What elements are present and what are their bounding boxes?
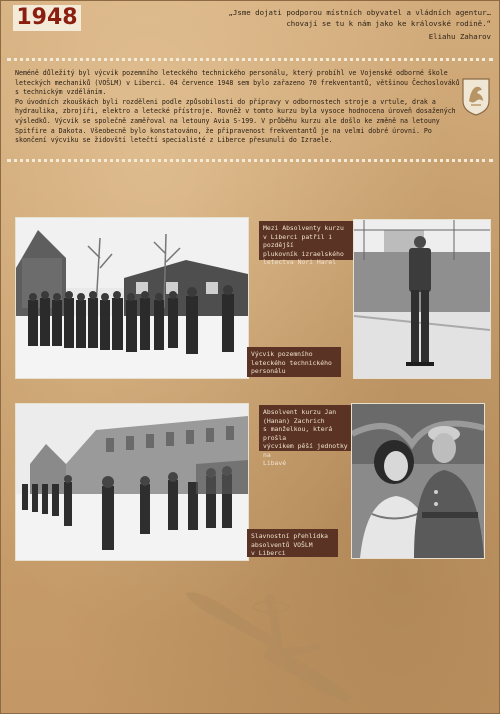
caption-line: Slavnostní přehlídka bbox=[251, 532, 328, 540]
caption-line: absolventů VOŠLM bbox=[251, 540, 313, 549]
divider-top bbox=[7, 58, 493, 61]
year-label: 1948 bbox=[13, 5, 81, 31]
caption-line: v Liberci bbox=[251, 549, 286, 557]
airplane-icon bbox=[179, 587, 357, 705]
quote-author: Eliahu Zaharov bbox=[428, 32, 491, 41]
quote-line: „Jsme dojati podporou místních obyvatel a vládních agentur… bbox=[228, 8, 491, 17]
caption-line: v Liberci patřil i pozdější bbox=[263, 232, 333, 249]
caption-couple bbox=[259, 405, 352, 467]
caption-line: Libavé bbox=[263, 459, 287, 467]
caption-line: Absolvent kurzu Jan bbox=[263, 408, 337, 416]
quote-line: chovají se tu k nám jako ke královské rodině.“ bbox=[286, 19, 491, 28]
photo-group-snow bbox=[15, 217, 249, 379]
caption-officer bbox=[259, 221, 354, 266]
photo-parade bbox=[15, 403, 249, 561]
divider-bottom bbox=[7, 159, 493, 162]
caption-training bbox=[247, 347, 341, 377]
caption-line: personálu bbox=[251, 367, 286, 375]
intro-paragraph: Neméně důležitý byl výcvik pozemního leteckého technického personálu, který probíhl ve Vojenské odborné škole leteckých mechaniků (VOŠLM) v Liberci. 04 července 1948 sem bylo zařazeno 70 frekventantů, většinou Čechoslováků s technickým vzděláním. bbox=[15, 69, 460, 97]
intro-text bbox=[15, 69, 467, 146]
caption-line: výcvikem pěší jednotky na bbox=[263, 442, 348, 459]
caption-parade bbox=[247, 529, 338, 557]
photo-couple bbox=[351, 403, 485, 559]
caption-line: plukovník izraelského bbox=[263, 249, 344, 258]
intro-paragraph: Po úvodních zkouškách byli rozděleni podle způsobilosti do přípravy v odbornostech stroje a vrtule, drak a hydraulika, zbrojíři, elektro a letecké přístroje. Rovněž v tomto kurzu byla vysoce hodnocena úroveň dosažených výsledků. Výcvik se společně zaměřoval na letouny Avia S-199. V průběhu kurzu ale došlo ke změně na letouny Spitfire a Dakota. Všeobecně bylo konstatováno, že připravenost frekventantů je na velmi dobré úrovni. Po skončení výcviku se židovští letečtí specialisté z Liberce přesunuli do Izraele. bbox=[15, 97, 456, 145]
caption-line: leteckého technického bbox=[251, 358, 332, 367]
quote bbox=[191, 7, 491, 42]
photo-officer bbox=[353, 219, 491, 379]
emblem-icon bbox=[461, 77, 491, 117]
caption-line: letectva Nori Harel bbox=[263, 258, 337, 266]
caption-line: Výcvik pozemního bbox=[251, 350, 313, 358]
caption-line: (Hanan) Zachrich bbox=[263, 416, 325, 425]
caption-line: s manželkou, která prošla bbox=[263, 425, 333, 442]
caption-line: Mezi Absolventy kurzu bbox=[263, 224, 344, 232]
